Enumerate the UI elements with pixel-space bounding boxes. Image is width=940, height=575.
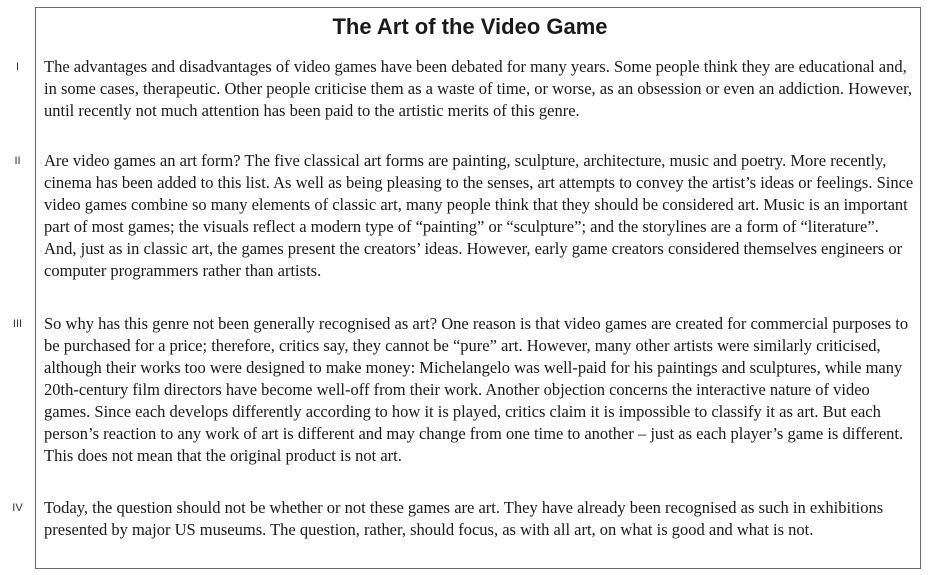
paragraph-2: Are video games an art form? The five classical art forms are painting, sculpture, architecture, music and poetry. More recently, cinema has been added to this list. As well as being pleasing to the senses, art attempts to convey the artist’s ideas or feelings. Since video games combine so many elements of classic art, many people think that they should be considered art. Music is an important part of most games; the visuals reflect a modern type of “painting” or “sculpture”; and the storylines are a form of “literature”. And, just as in classic art, the games present the creators’ ideas. However, early game creators considered themselves engineers or computer programmers rather than artists. (44, 151, 914, 280)
paragraph-4: Today, the question should not be whether or not these games are art. They have already been recognised as such in exhibitions presented by major US museums. The question, rather, should focus, as with all art, on what is good and what is not. (44, 498, 884, 539)
paragraph-number-2: II (14, 155, 21, 167)
paragraph-number-1: I (15, 61, 20, 73)
paragraph-number-3: III (12, 318, 23, 330)
paragraph-3: So why has this genre not been generally recognised as art? One reason is that video games are created for commercial purposes to be purchased for a price; therefore, critics say, they cannot be “pure” art. However, many other artists were similarly criticised, although their works too were designed to make money: Michelangelo was well-paid for his paintings and sculptures, while many 20th-century film directors have become well-off from their work. Another objection concerns the interactive nature of video games. Since each develops differently according to how it is played, critics claim it is impossible to classify it as art. But each person’s reaction to any work of art is different and may change from one time to another – just as each player’s game is different. This does not mean that the original product is not art. (44, 314, 909, 465)
paragraph-1: The advantages and disadvantages of video games have been debated for many years. Some people think they are educational and, in some cases, therapeutic. Other people criticise them as a waste of time, or worse, as an obsession or even an addiction. However, until recently not much attention has been paid to the artistic merits of this genre. (44, 57, 913, 120)
paragraph-number-4: IV (12, 502, 23, 514)
article-title: The Art of the Video Game (332, 14, 608, 39)
